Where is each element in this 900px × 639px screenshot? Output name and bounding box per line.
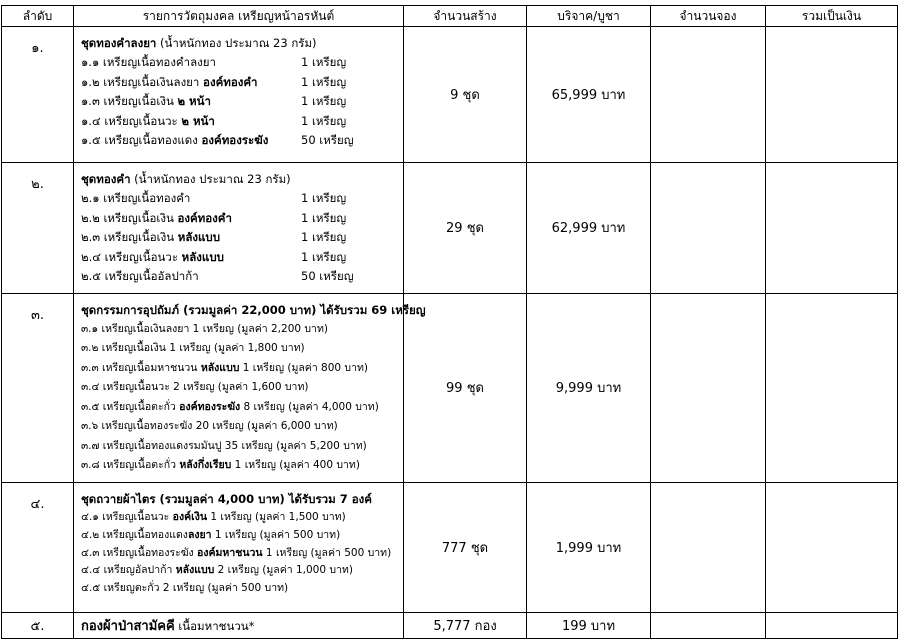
item-cell: [74, 482, 404, 612]
list-item: [81, 112, 403, 132]
set-title-bold: กองผ้าป่าสามัคคี: [81, 618, 175, 634]
list-item: [81, 92, 403, 112]
item-qty: 1 เหรียญ: [301, 74, 347, 89]
header-item: รายการวัตถุมงคล เหรียญหน้าอรหันต์: [74, 6, 404, 27]
item-bold: หลังกึ่งเรียบ: [179, 459, 232, 472]
item-name: ๔.๒ เหรียญเนื้อทองแดง: [81, 528, 188, 541]
item-qty: 1 เหรียญ: [301, 191, 347, 205]
price: 65,999 บาท: [527, 27, 651, 163]
item-cell: [74, 293, 426, 482]
item-bold: หลังแบบ: [181, 249, 224, 264]
order-table: [1, 5, 898, 639]
item-qty: 1 เหรียญ: [301, 113, 347, 128]
item-name: ๓.๑ เหรียญเนื้อเงินลงยา 1 เหรียญ (มูลค่า 2,200 บาท): [81, 322, 328, 335]
table-row: [2, 163, 898, 294]
reserve-cell[interactable]: [651, 612, 766, 638]
list-item: [81, 580, 403, 598]
list-item: [81, 527, 403, 545]
header-reserve: จำนวนจอง: [651, 6, 766, 27]
item-detail: 1 เหรียญ (มูลค่า 800 บาท): [239, 361, 369, 374]
reserve-cell[interactable]: [651, 482, 766, 612]
item-name: ๓.๖ เหรียญเนื้อทองระฆัง 20 เหรียญ (มูลค่า 6,000 บาท): [81, 420, 338, 433]
price: 62,999 บาท: [527, 163, 651, 294]
header-no: ลำดับ: [2, 6, 74, 27]
table-row: [2, 612, 898, 638]
list-item: [81, 228, 403, 248]
list-item: [81, 131, 403, 151]
list-item: [81, 339, 403, 359]
item-name: ๒.๔ เหรียญเนื้อนวะ: [81, 249, 182, 264]
set-title-bold: ชุดถวายผ้าไตร (รวมมูลค่า 4,000 บาท) ได้รับรวม 7 องค์: [81, 491, 372, 506]
set-title: [81, 34, 403, 53]
total-cell: [766, 293, 898, 482]
item-detail: 2 เหรียญ (มูลค่า 1,000 บาท): [214, 564, 353, 577]
list-item: [81, 378, 403, 398]
list-item: [81, 320, 403, 340]
list-item: [81, 209, 403, 229]
item-bold: ลงยา: [187, 528, 212, 541]
item-detail: 8 เหรียญ (มูลค่า 4,000 บาท): [240, 400, 379, 413]
item-bold: ๒ หน้า: [181, 113, 215, 128]
item-name: ๑.๕ เหรียญเนื้อทองแดง: [81, 133, 202, 148]
item-detail: 1 เหรียญ (มูลค่า 1,500 บาท): [207, 510, 346, 523]
reserve-cell[interactable]: [651, 163, 766, 294]
item-qty: 1 เหรียญ: [301, 94, 347, 109]
made-count: 5,777 กอง: [404, 612, 527, 638]
item-name: ๑.๔ เหรียญเนื้อนวะ: [81, 113, 182, 128]
set-title-rest: (น้ำหนักทอง ประมาณ 23 กรัม): [130, 172, 291, 186]
item-name: ๒.๒ เหรียญเนื้อเงิน: [81, 210, 178, 225]
item-name: ๓.๘ เหรียญเนื้อตะกั่ว: [81, 459, 180, 472]
item-bold: หลังแบบ: [175, 564, 215, 577]
item-name: ๔.๔ เหรียญอัลปาก้า: [81, 564, 176, 577]
list-item: [81, 398, 403, 418]
total-cell: [766, 612, 898, 638]
list-item: [81, 53, 403, 73]
list-item: [81, 189, 403, 209]
item-name: ๔.๑ เหรียญเนื้อนวะ: [81, 510, 173, 523]
table-row: [2, 293, 898, 482]
item-name: ๔.๕ เหรียญตะกั่ว 2 เหรียญ (มูลค่า 500 บาท): [81, 582, 289, 595]
item-bold: องค์ทองระฆัง: [179, 400, 241, 413]
item-name: ๒.๑ เหรียญเนื้อทองคำ: [81, 191, 191, 205]
list-item: [81, 359, 403, 379]
row-number: ๒.: [2, 163, 74, 294]
set-title-rest: เนื้อมหาชนวน*: [174, 618, 255, 633]
item-name: ๑.๒ เหรียญเนื้อเงินลงยา: [81, 74, 204, 89]
item-bold: องค์ทองระฆัง: [201, 133, 269, 148]
set-title-bold: ชุดกรรมการอุปถัมภ์ (รวมมูลค่า 22,000 บาท) ได้รับรวม 69 เหรียญ: [81, 302, 426, 317]
item-qty: 1 เหรียญ: [301, 210, 347, 225]
item-detail: 1 เหรียญ (มูลค่า 400 บาท): [231, 459, 360, 472]
item-name: ๓.๕ เหรียญเนื้อตะกั่ว: [81, 400, 180, 413]
item-name: ๒.๓ เหรียญเนื้อเงิน: [81, 230, 178, 245]
item-qty: 50 เหรียญ: [301, 133, 354, 148]
list-item: [81, 417, 403, 437]
row-number: ๕.: [2, 612, 74, 638]
item-name: ๔.๓ เหรียญเนื้อทองระฆัง: [81, 546, 198, 559]
item-cell: [74, 612, 404, 638]
total-cell: [766, 482, 898, 612]
made-count: 777 ชุด: [404, 482, 527, 612]
set-title: [81, 490, 403, 509]
header-made: จำนวนสร้าง: [404, 6, 527, 27]
item-bold: หลังแบบ: [200, 361, 240, 374]
made-count: 9 ชุด: [404, 27, 527, 163]
set-title-bold: ชุดทองคำ: [81, 172, 131, 186]
item-qty: 1 เหรียญ: [301, 230, 347, 245]
item-name: ๓.๓ เหรียญเนื้อมหาชนวน: [81, 361, 201, 374]
table-row: [2, 27, 898, 163]
item-detail: 1 เหรียญ (มูลค่า 500 บาท): [262, 546, 392, 559]
list-item: [81, 456, 403, 476]
item-name: ๑.๓ เหรียญเนื้อเงิน: [81, 94, 178, 109]
set-title: [81, 170, 403, 189]
list-item: [81, 437, 403, 457]
item-bold: ๒ หน้า: [177, 94, 211, 109]
list-item: [81, 248, 403, 268]
item-name: ๓.๗ เหรียญเนื้อทองแดงรมมันปู 35 เหรียญ (มูลค่า 5,200 บาท): [81, 439, 367, 452]
set-title-bold: ชุดทองคำลงยา: [81, 36, 157, 50]
list-item: [81, 267, 403, 287]
item-bold: องค์เงิน: [172, 510, 208, 523]
list-item: [81, 545, 403, 563]
item-cell: [74, 27, 404, 163]
item-bold: องค์ทองคำ: [203, 74, 258, 89]
item-bold: องค์มหาชนวน: [197, 546, 263, 559]
set-title: [81, 301, 426, 320]
reserve-cell[interactable]: [651, 293, 766, 482]
header-row: [2, 6, 898, 27]
header-price: บริจาค/บูชา: [527, 6, 651, 27]
item-name: ๓.๒ เหรียญเนื้อเงิน 1 เหรียญ (มูลค่า 1,800 บาท): [81, 342, 305, 355]
row-number: ๔.: [2, 482, 74, 612]
row-number: ๓.: [2, 293, 74, 482]
item-name: ๓.๔ เหรียญเนื้อนวะ 2 เหรียญ (มูลค่า 1,600 บาท): [81, 381, 309, 394]
set-title-rest: (น้ำหนักทอง ประมาณ 23 กรัม): [156, 36, 317, 50]
item-qty: 50 เหรียญ: [301, 269, 354, 284]
item-cell: [74, 163, 404, 294]
made-count: 29 ชุด: [404, 163, 527, 294]
item-qty: 1 เหรียญ: [301, 55, 347, 69]
item-bold: หลังแบบ: [177, 230, 221, 245]
total-cell: [766, 163, 898, 294]
list-item: [81, 73, 403, 93]
item-detail: 1 เหรียญ (มูลค่า 500 บาท): [211, 528, 341, 541]
item-bold: องค์ทองคำ: [177, 210, 232, 225]
list-item: [81, 509, 403, 527]
list-item: [81, 562, 403, 580]
item-name: ๑.๑ เหรียญเนื้อทองคำลงยา: [81, 55, 216, 69]
table-row: [2, 482, 898, 612]
item-qty: 1 เหรียญ: [301, 249, 347, 264]
reserve-cell[interactable]: [651, 27, 766, 163]
row-number: ๑.: [2, 27, 74, 163]
header-total: รวมเป็นเงิน: [766, 6, 898, 27]
item-name: ๒.๕ เหรียญเนื้ออัลปาก้า: [81, 269, 199, 284]
made-count: 99 ชุด: [404, 293, 527, 482]
total-cell: [766, 27, 898, 163]
price: 1,999 บาท: [527, 482, 651, 612]
price: 199 บาท: [527, 612, 651, 638]
price: 9,999 บาท: [527, 293, 651, 482]
